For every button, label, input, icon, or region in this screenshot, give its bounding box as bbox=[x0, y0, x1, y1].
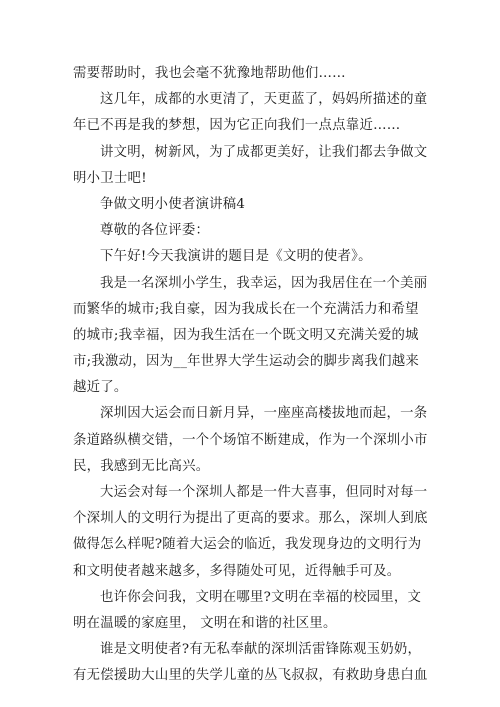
text-line: 有无偿援助大山里的失学儿童的丛飞叔叔，有救助身患白血 bbox=[73, 668, 428, 684]
text-line: 条道路纵横交错，一个个场馆不断建成，作为一个深圳小市 bbox=[73, 432, 428, 448]
text-line: 的城市;我幸福，因为我生活在一个既文明又充满关爱的城 bbox=[73, 327, 419, 343]
text-line: 这几年，成都的水更清了，天更蓝了，妈妈所描述的童 bbox=[100, 92, 428, 108]
text-line: 个深圳人的文明行为提出了更高的要求。那么，深圳人到底 bbox=[73, 511, 428, 527]
text-line: 大运会对每一个深圳人都是一件大喜事，但同时对每一 bbox=[100, 485, 428, 500]
text-line: 年已不再是我的梦想，因为它正向我们一点点靠近…… bbox=[73, 118, 401, 134]
text-line: 下午好!今天我演讲的题目是《文明的使者》。 bbox=[100, 249, 372, 265]
text-line: 需要帮助时，我也会毫不犹豫地帮助他们…… bbox=[73, 66, 346, 81]
text-line: 明在温暖的家庭里， 文明在和谐的社区里。 bbox=[73, 615, 337, 631]
text-line: 深圳因大运会而日新月异，一座座高楼拔地而起，一条 bbox=[100, 406, 428, 422]
text-line: 市;我激动，因为__年世界大学生运动会的脚步离我们越来 bbox=[73, 354, 420, 370]
document-body bbox=[73, 61, 430, 690]
section-heading: 争做文明小使者演讲稿4 bbox=[100, 196, 246, 212]
text-line: 做得怎么样呢?随着大运会的临近，我发现身边的文明行为 bbox=[73, 537, 422, 553]
text-line: 谁是文明使者?有无私奉献的深圳活雷锋陈观玉奶奶， bbox=[100, 642, 422, 658]
text-line: 讲文明，树新风，为了成都更美好，让我们都去争做文 bbox=[100, 144, 428, 160]
text-line: 而繁华的城市;我自豪，因为我成长在一个充满活力和希望 bbox=[73, 301, 419, 317]
text-line: 越近了。 bbox=[73, 380, 128, 396]
text-line: 明小卫士吧! bbox=[73, 170, 147, 186]
text-line: 民，我感到无比高兴。 bbox=[73, 458, 210, 474]
text-line: 和文明使者越来越多，多得随处可见，近得触手可及。 bbox=[73, 563, 401, 579]
text-line: 我是一名深圳小学生，我幸运，因为我居住在一个美丽 bbox=[100, 275, 428, 291]
salutation: 尊敬的各位评委： bbox=[100, 223, 210, 239]
text-line: 也许你会问我，文明在哪里?文明在幸福的校园里，文 bbox=[100, 589, 422, 605]
